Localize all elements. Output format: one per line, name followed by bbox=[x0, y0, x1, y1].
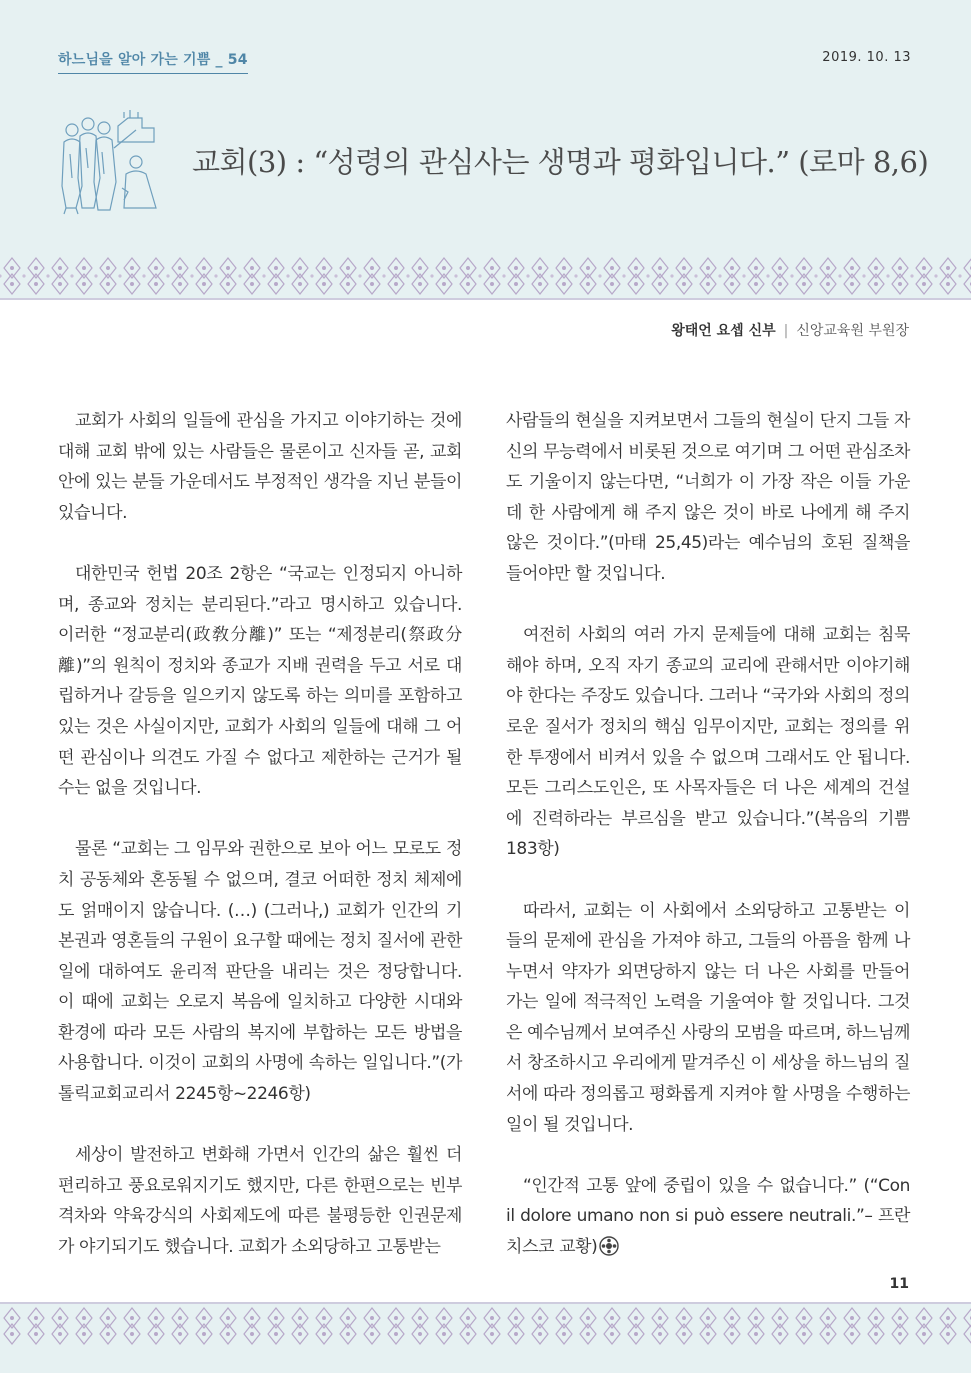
byline-separator: | bbox=[783, 323, 789, 339]
byline bbox=[671, 320, 909, 340]
paragraph: 따라서, 교회는 이 사회에서 소외당하고 고통받는 이들의 문제에 관심을 가져야 하고, 그들의 아픔을 함께 나누면서 약자가 외면당하지 않는 더 나은 사회를 만들어 가는 일에 적극적인 노력을 기울여야 할 것입니다. 그것은 예수님께서 보여주신 사랑의 모범을 따르며, 하느님께서 창조하시고 우리에게 맡겨주신 이 세상을 하느님의 질서에 따라 정의롭고 평화롭게 지켜야 할 사명을 수행하는 일이 될 것입니다. bbox=[506, 900, 910, 1135]
ornament-footer-icon bbox=[0, 1302, 971, 1373]
page-title: 교회(3) : “성령의 관심사는 생명과 평화입니다.” (로마 8,6) bbox=[192, 145, 929, 179]
page-number: 11 bbox=[889, 1276, 909, 1292]
paragraph bbox=[506, 1171, 910, 1263]
author-name: 왕태언 요셉 신부 bbox=[671, 323, 776, 339]
issue-date: 2019. 10. 13 bbox=[822, 50, 911, 65]
paragraph: 여전히 사회의 여러 가지 문제들에 대해 교회는 침묵해야 하며, 오직 자기 종교의 교리에 관해서만 이야기해야 한다는 주장도 있습니다. 그러나 “국가와 사회의 정의로운 질서가 정치의 핵심 임무이지만, 교회는 정의를 위한 투쟁에서 비켜서 있을 수 없으며 그래서도 안 됩니다. 모든 그리스도인은, 또 사목자들은 더 나은 세계의 건설에 진력하라는 부르심을 받고 있습니다.”(복음의 기쁨 183항) bbox=[506, 625, 910, 860]
left-column bbox=[58, 406, 462, 1293]
series-label: 하느님을 알아 가는 기쁨 _ 54 bbox=[58, 49, 248, 74]
author-role: 신앙교육원 부원장 bbox=[796, 323, 909, 339]
ornament-band-icon bbox=[0, 252, 971, 300]
paragraph: 물론 “교회는 그 임무와 권한으로 보아 어느 모로도 정치 공동체와 혼동될 수 없으며, 결코 어떠한 정치 체제에도 얽매이지 않습니다. (…) (그러나,) 교회가 인간의 기본권과 영혼들의 구원이 요구할 때에는 정치 질서에 관한 일에 대하여도 윤리적 판단을 내리는 것은 정당합니다. 이 때에 교회는 오로지 복음에 일치하고 다양한 시대와 환경에 따라 모든 사람의 복지에 부합하는 모든 방법을 사용합니다. 이것이 교회의 사명에 속하는 일입니다.”(가톨릭교회교리서 2245항~2246항) bbox=[58, 839, 462, 1105]
paragraph: 대한민국 헌법 20조 2항은 “국교는 인정되지 아니하며, 종교와 정치는 분리된다.”라고 명시하고 있습니다. 이러한 “정교분리(政敎分離)” 또는 “제정분리(祭政分離)”의 원칙이 정치와 종교가 지배 권력을 두고 서로 대립하거나 갈등을 일으키지 않도록 하는 의미를 포함하고 있는 것은 사실이지만, 교회가 사회의 일들에 대해 그 어떤 관심이나 의견도 가질 수 없다고 제한하는 근거가 될 수는 없을 것입니다. bbox=[58, 563, 462, 799]
end-ornament-icon bbox=[599, 1236, 619, 1256]
closing-quote: “인간적 고통 앞에 중립이 있을 수 없습니다.” (“Con il dolore umano non si può essere neutrali.”– 프란치스코 교황) bbox=[506, 1175, 910, 1258]
right-column bbox=[506, 406, 910, 1293]
paragraph: 교회가 사회의 일들에 관심을 가지고 이야기하는 것에 대해 교회 밖에 있는 사람들은 물론이고 신자들 곧, 교회 안에 있는 분들 가운데서도 부정적인 생각을 지닌 분들이 있습니다. bbox=[58, 411, 462, 523]
apostles-illustration-icon bbox=[58, 108, 162, 218]
paragraph: 사람들의 현실을 지켜보면서 그들의 현실이 단지 그들 자신의 무능력에서 비롯된 것으로 여기며 그 어떤 관심조차도 기울이지 않는다면, “너희가 이 가장 작은 이들 가운데 한 사람에게 해 주지 않은 것이 바로 나에게 해 주지 않은 것이다.”(마태 25,45)라는 예수님의 호된 질책을 들어야만 할 것입니다. bbox=[506, 411, 910, 584]
paragraph: 세상이 발전하고 변화해 가면서 인간의 삶은 훨씬 더 편리하고 풍요로워지기도 했지만, 다른 한편으로는 빈부격차와 약육강식의 사회제도에 따른 불평등한 인권문제가 야기되기도 했습니다. 교회가 소외당하고 고통받는 bbox=[58, 1145, 462, 1258]
